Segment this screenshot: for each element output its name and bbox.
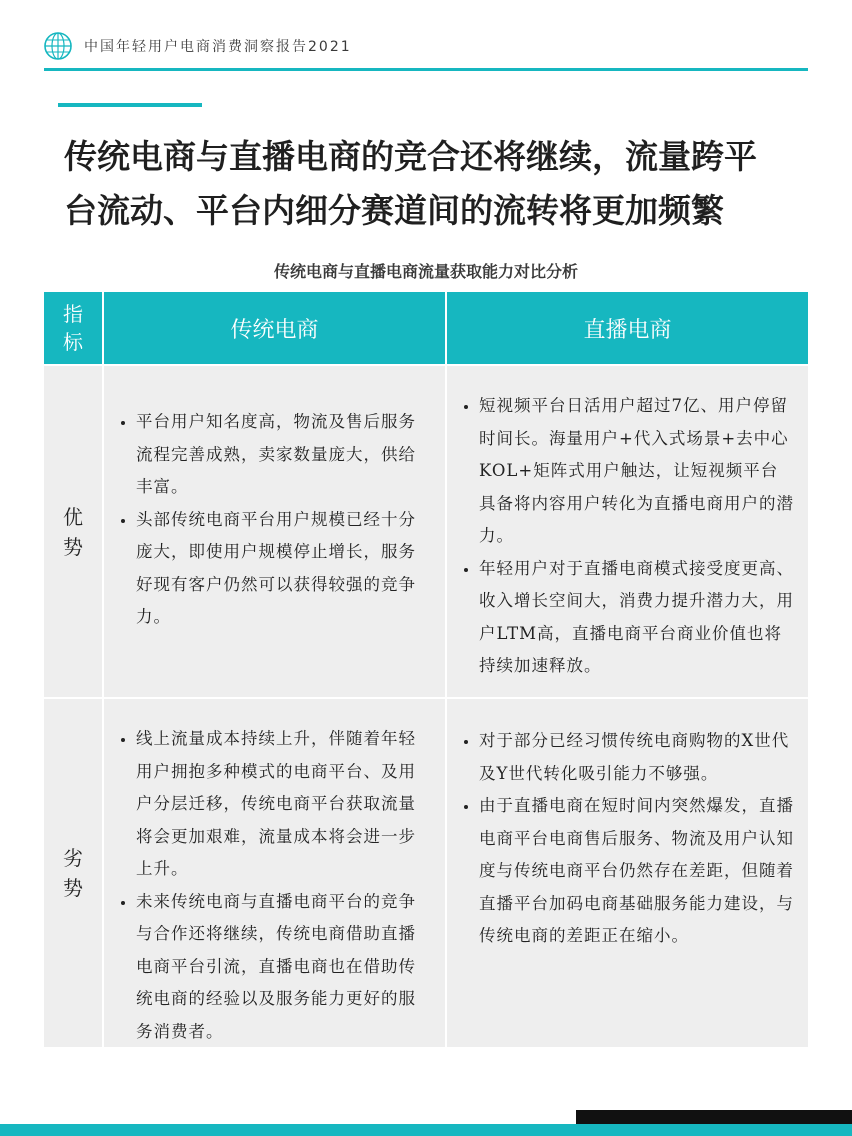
footer-black-bar	[576, 1110, 852, 1124]
list-item: • 对于部分已经习惯传统电商购物的X世代及Y世代转化吸引能力不够强。	[479, 725, 794, 790]
footer-teal-bar	[0, 1124, 852, 1136]
row-label-advantage	[44, 364, 102, 697]
disadvantage-traditional-cell	[102, 697, 445, 1047]
list-item: • 年轻用户对于直播电商模式接受度更高、收入增长空间大，消费力提升潜力大，用户LTM高，直播电商平台商业价值也将持续加速释放。	[479, 553, 794, 683]
list-item: • 未来传统电商与直播电商平台的竞争与合作还将继续，传统电商借助直播电商平台引流，直播电商也在借助传统电商的经验以及服务能力更好的服务消费者。	[136, 886, 429, 1049]
table-caption: 传统电商与直播电商流量获取能力对比分析	[273, 262, 578, 281]
advantage-live-cell	[445, 364, 808, 697]
list-item: • 短视频平台日活用户超过7亿、用户停留时间长。海量用户+代入式场景+去中心KOL+矩阵式用户触达，让短视频平台具备将内容用户转化为直播电商用户的潜力。	[479, 390, 794, 553]
list-item: • 线上流量成本持续上升，伴随着年轻用户拥抱多种模式的电商平台、及用户分层迁移，传统电商平台获取流量将会更加艰难，流量成本将会进一步上升。	[136, 723, 429, 886]
header-indicator-line-2: 标	[63, 330, 83, 354]
row-label-advantage-line-1: 优	[63, 504, 83, 529]
row-label-disadvantage-line-1: 劣	[63, 846, 83, 870]
header-divider	[44, 68, 808, 71]
row-label-disadvantage	[44, 697, 102, 1047]
globe-logo-icon	[44, 32, 72, 60]
advantage-traditional-cell	[102, 364, 445, 697]
report-header	[44, 32, 808, 70]
report-title: 中国年轻用户电商消费洞察报告2021	[84, 39, 352, 55]
disadvantage-live-cell	[445, 697, 808, 1047]
row-label-advantage-line-2: 势	[63, 534, 83, 559]
list-item: • 由于直播电商在短时间内突然爆发，直播电商平台电商售后服务、物流及用户认知度与传统电商平台仍然存在差距，但随着直播平台加码电商基础服务能力建设，与传统电商的差距正在缩小。	[479, 790, 794, 953]
page-headline	[64, 130, 804, 238]
headline-line-2: 台流动、平台内细分赛道间的流转将更加频繁	[64, 191, 724, 230]
comparison-table	[44, 292, 808, 1047]
headline-accent-bar	[58, 103, 202, 107]
header-indicator-line-1: 指	[63, 302, 83, 326]
list-item: • 平台用户知名度高，物流及售后服务流程完善成熟，卖家数量庞大，供给丰富。	[136, 406, 429, 504]
header-traditional: 传统电商	[102, 292, 445, 364]
row-label-disadvantage-line-2: 势	[63, 876, 83, 900]
list-item: • 头部传统电商平台用户规模已经十分庞大，即使用户规模停止增长，服务好现有客户仍然可以获得较强的竞争力。	[136, 504, 429, 634]
header-live: 直播电商	[445, 292, 808, 364]
headline-line-1: 传统电商与直播电商的竞合还将继续，流量跨平	[64, 137, 757, 176]
header-indicator	[44, 292, 102, 364]
